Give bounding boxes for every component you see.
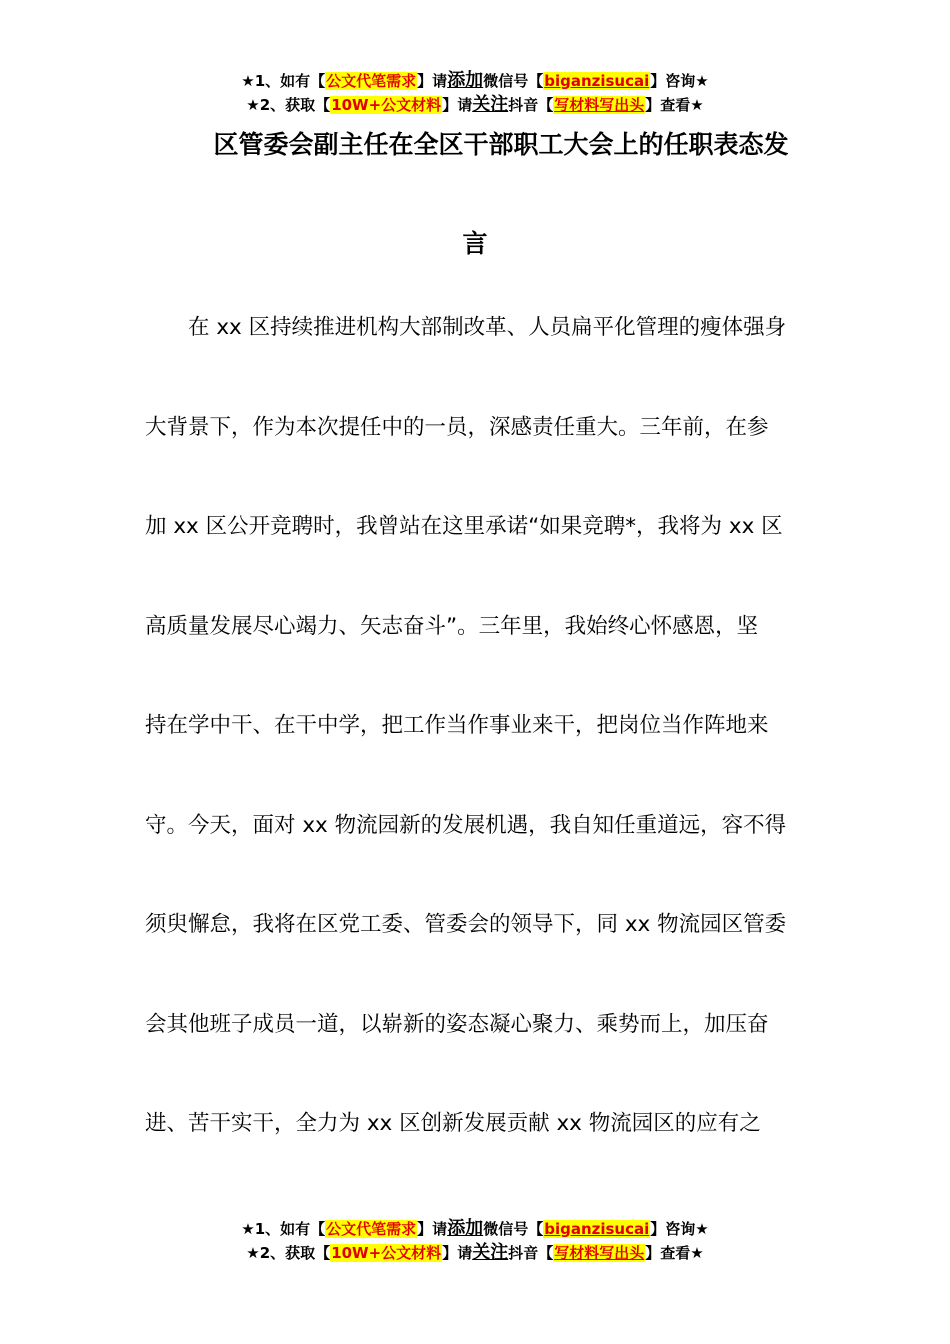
- promo-emphasis: 添加: [447, 1218, 484, 1239]
- document-title-line-2: 言: [462, 229, 488, 258]
- promo-text: 抖音【: [508, 96, 554, 114]
- promo-text: 】咨询★: [650, 72, 709, 90]
- promo-wechat-id: biganzisucai: [544, 1220, 650, 1238]
- promo-highlight: 公文代笔需求: [326, 72, 417, 90]
- promo-highlight: 10W+公文材料: [331, 96, 442, 114]
- body-line: 大背景下，作为本次提任中的一员，深感责任重大。三年前，在参: [145, 414, 769, 440]
- promo-emphasis: 关注: [472, 94, 509, 115]
- promo-text: 】咨询★: [650, 1220, 709, 1238]
- body-line: 须臾懈怠，我将在区党工委、管委会的领导下，同 xx 物流园区管委: [145, 912, 787, 937]
- promo-douyin-id: 写材料写出头: [554, 1244, 645, 1262]
- promo-line-2: [0, 1241, 950, 1265]
- promo-text: 微信号【: [483, 72, 544, 90]
- promo-text: ★1、如有【: [241, 72, 326, 90]
- promo-text: 微信号【: [483, 1220, 544, 1238]
- promo-emphasis: 关注: [472, 1242, 509, 1263]
- promo-text: 】请: [417, 72, 448, 90]
- promo-text: ★2、获取【: [246, 1244, 331, 1262]
- body-line: 高质量发展尽心竭力、矢志奋斗”。三年里，我始终心怀感恩，坚: [145, 613, 759, 639]
- promo-text: 】请: [417, 1220, 448, 1238]
- document-body: [145, 278, 810, 1174]
- promo-highlight: 10W+公文材料: [331, 1244, 442, 1262]
- body-line: 进、苦干实干，全力为 xx 区创新发展贡献 xx 物流园区的应有之: [145, 1111, 761, 1136]
- promo-text: ★2、获取【: [246, 96, 331, 114]
- body-line: 守。今天，面对 xx 物流园新的发展机遇，我自知任重道远，容不得: [145, 812, 787, 838]
- top-promo-banner: [0, 69, 950, 117]
- promo-text: 】请: [442, 1244, 473, 1262]
- promo-text: ★1、如有【: [241, 1220, 326, 1238]
- promo-line-1: [0, 1217, 950, 1241]
- promo-emphasis: 添加: [447, 70, 484, 91]
- body-line: 持在学中干、在干中学，把工作当作事业来干，把岗位当作阵地来: [145, 713, 769, 738]
- promo-wechat-id: biganzisucai: [544, 72, 650, 90]
- promo-text: 】查看★: [645, 96, 704, 114]
- promo-line-1: [0, 69, 950, 93]
- promo-text: 】查看★: [645, 1244, 704, 1262]
- body-line: 在 xx 区持续推进机构大部制改革、人员扁平化管理的瘦体强身: [188, 315, 787, 340]
- body-line: 会其他班子成员一道，以崭新的姿态凝心聚力、乘势而上，加压奋: [145, 1011, 769, 1037]
- promo-text: 】请: [442, 96, 473, 114]
- body-line: 加 xx 区公开竞聘时，我曾站在这里承诺“如果竞聘*，我将为 xx 区: [145, 514, 783, 539]
- bottom-promo-banner: [0, 1217, 950, 1265]
- promo-douyin-id: 写材料写出头: [554, 96, 645, 114]
- promo-line-2: [0, 93, 950, 117]
- promo-text: 抖音【: [508, 1244, 554, 1262]
- document-title-line-1: 区管委会副主任在全区干部职工大会上的任职表态发: [213, 130, 789, 159]
- promo-highlight: 公文代笔需求: [326, 1220, 417, 1238]
